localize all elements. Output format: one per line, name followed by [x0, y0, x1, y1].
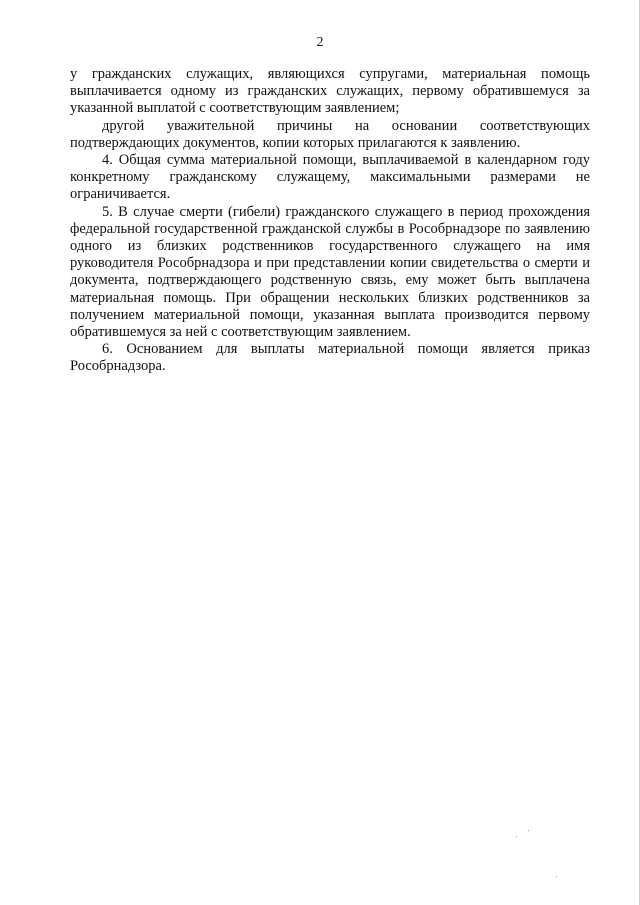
scan-speck — [528, 830, 529, 831]
page-number: 2 — [316, 35, 324, 50]
paragraph-4-total-sum: 4. Общая сумма материальной помощи, выплачиваемой в календарном году конкретному гражданскому служащему, максимальными размерами не ограничивается. — [70, 152, 590, 203]
document-body — [70, 66, 590, 376]
scan-speck — [556, 876, 557, 877]
paragraph-5-death-case: 5. В случае смерти (гибели) гражданского служащего в период прохождения федеральной государственной гражданской службы в Рособрнадзоре по заявлению одного из близких родственников государственного служащего на имя руководителя Рособрнадзора и при представлении копии свидетельства о смерти и документа, подтверждающего родственную связь, ему может быть выплачена материальная помощь. При обращении нескольких близких родственников за получением материальной помощи, указанная выплата производится первому обратившемуся за ней с соответствующим заявлением. — [70, 203, 590, 341]
paragraph-spouses: у гражданских служащих, являющихся супругами, материальная помощь выплачивается одному из гражданских служащих, первому обратившемуся за указанной выплатой с соответствующим заявлением; — [70, 66, 590, 117]
paragraph-other-reason: другой уважительной причины на основании соответствующих подтверждающих документов, копии которых прилагаются к заявлению. — [70, 117, 590, 151]
scan-speck — [516, 836, 517, 837]
paragraph-6-basis: 6. Основанием для выплаты материальной помощи является приказ Рособрнадзора. — [70, 341, 590, 375]
